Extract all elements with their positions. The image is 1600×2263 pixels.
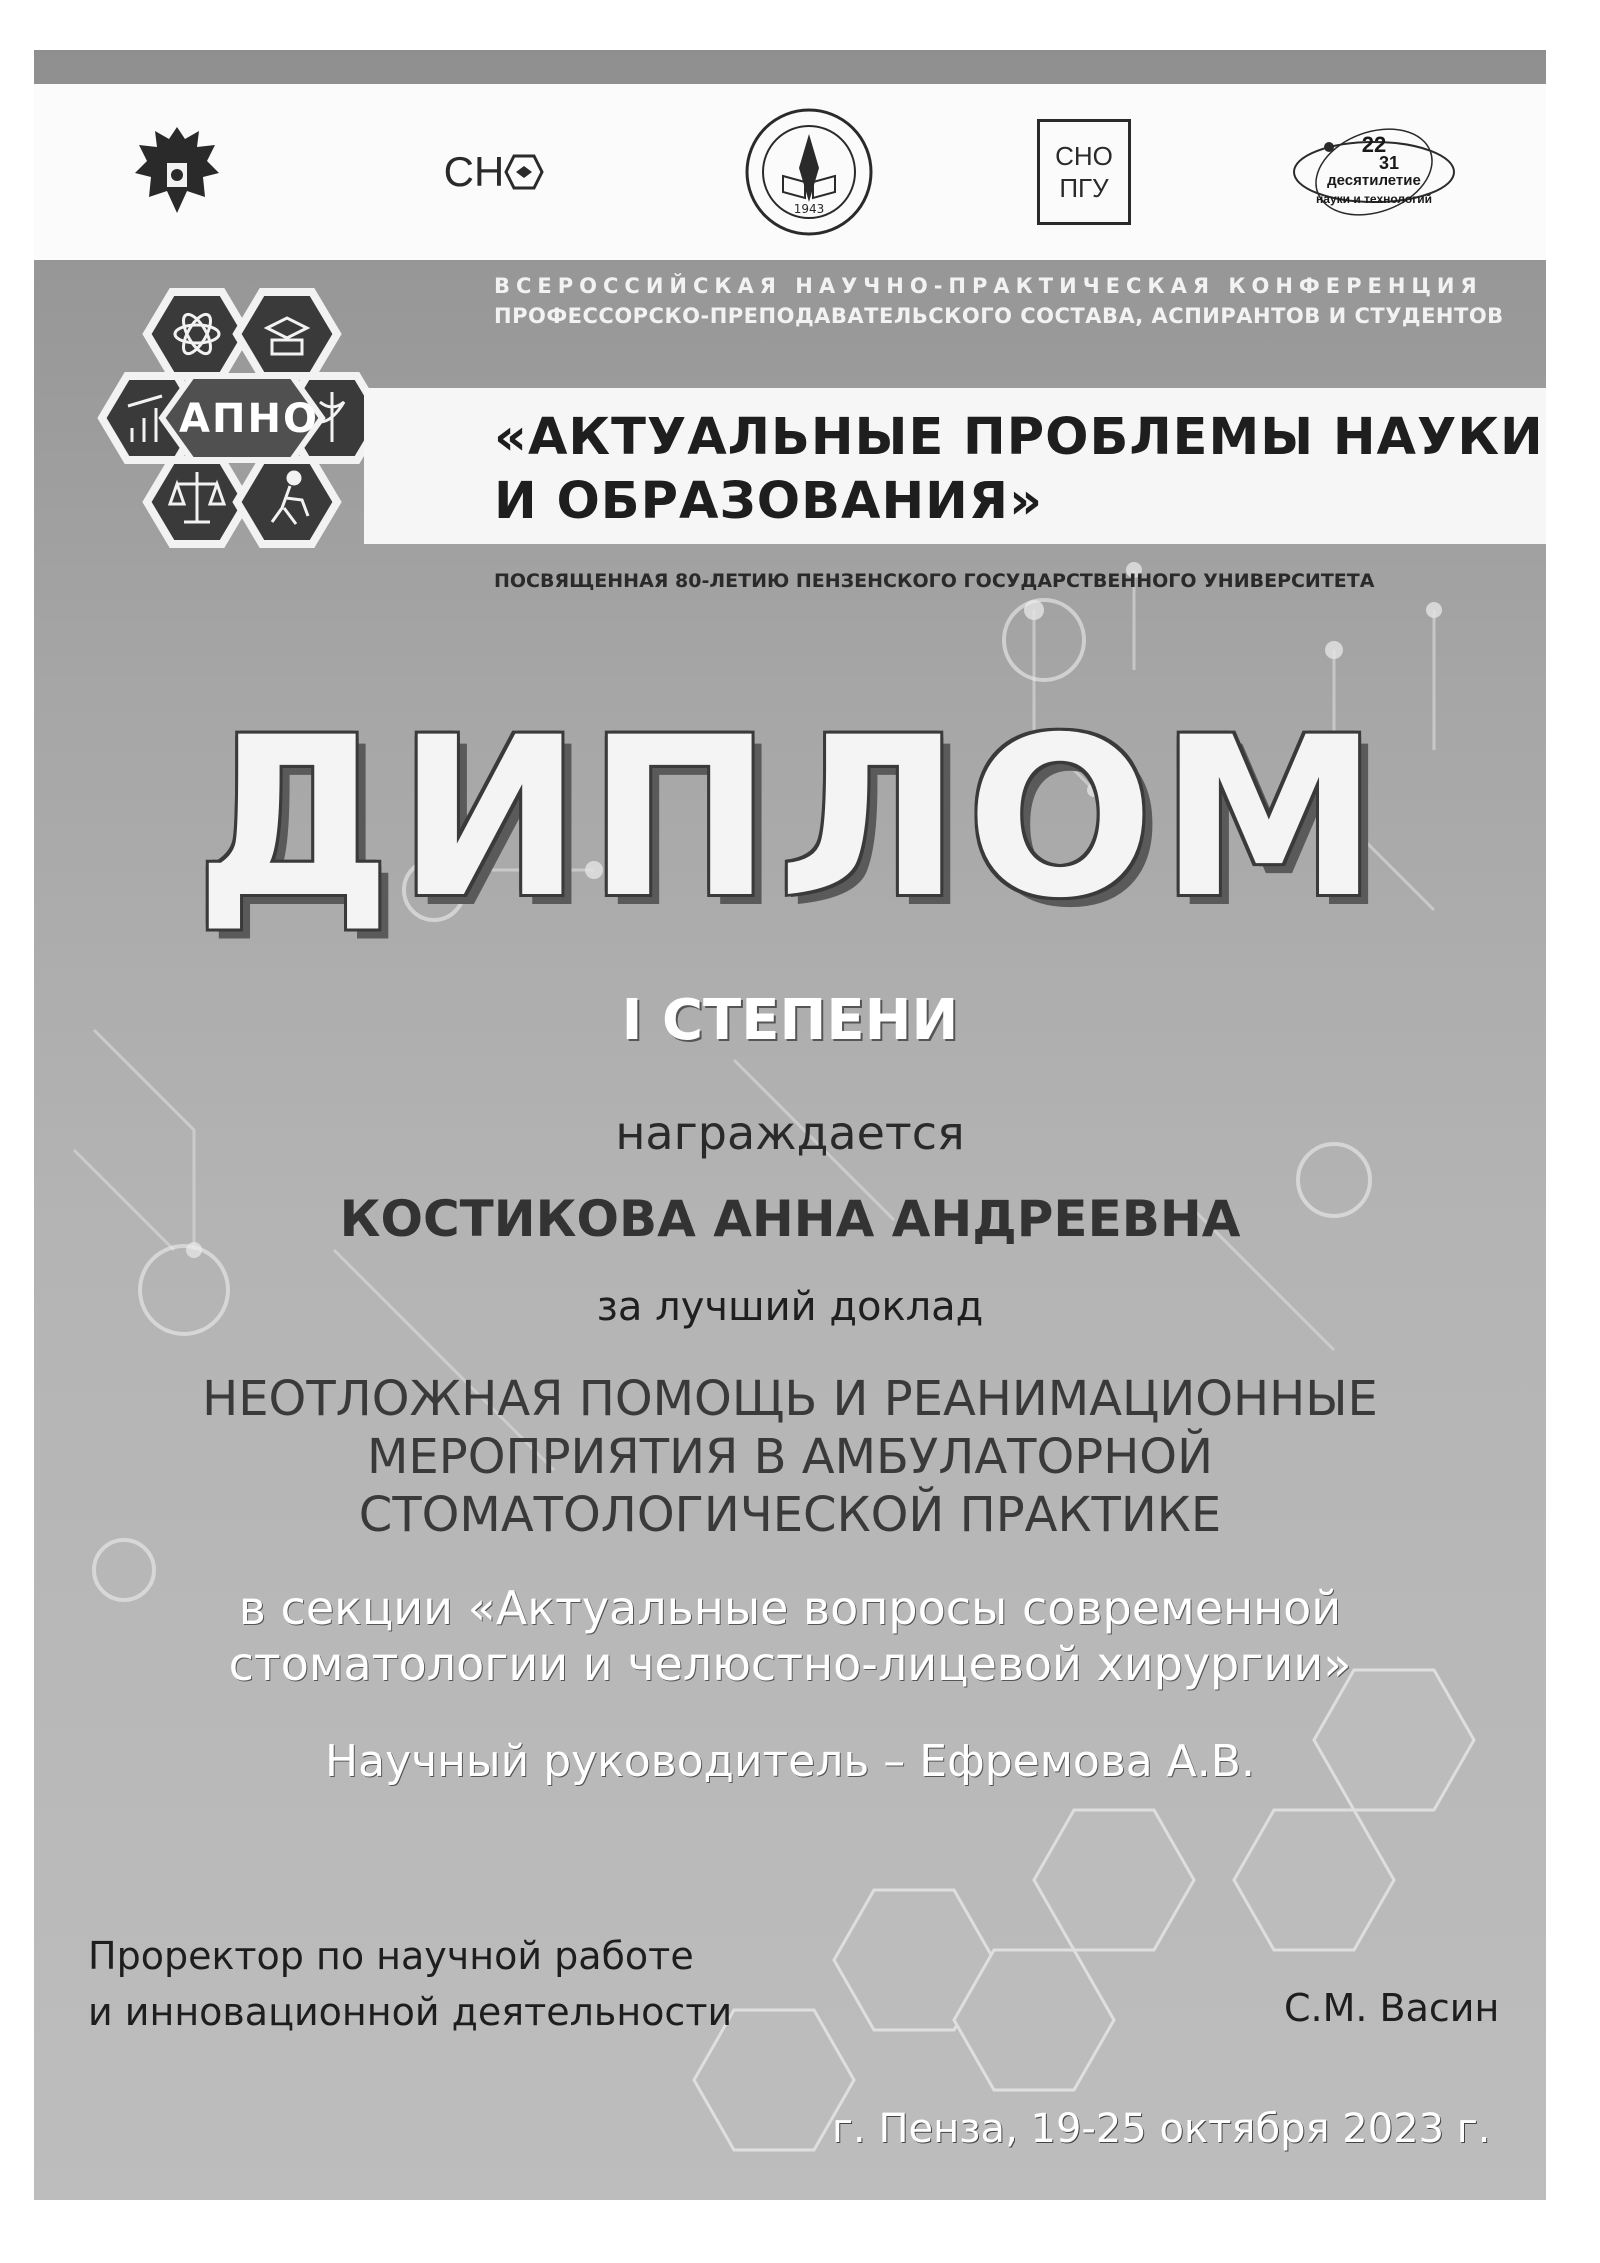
conference-title-line2: И ОБРАЗОВАНИЯ» (494, 472, 1044, 531)
apno-logo (62, 272, 402, 632)
decade-of-science-logo (1284, 84, 1464, 260)
signatory-position (88, 1928, 732, 2040)
section-name (34, 1580, 1546, 1692)
degree: I СТЕПЕНИ (621, 988, 959, 1053)
conference-title-line1: «АКТУАЛЬНЫЕ ПРОБЛЕМЫ НАУКИ (494, 408, 1544, 467)
section-line1: в секции «Актуальные вопросы современной (238, 1581, 1342, 1635)
decade-line1: десятилетие (1327, 172, 1421, 189)
report-title-line1: НЕОТЛОЖНАЯ ПОМОЩЬ И РЕАНИМАЦИОННЫЕ (202, 1371, 1378, 1427)
report-title-line2: МЕРОПРИЯТИЯ В АМБУЛАТОРНОЙ (367, 1429, 1213, 1485)
report-title (34, 1370, 1546, 1544)
sno-pgu-top: СНО (1055, 141, 1113, 171)
decade-num2: 31 (1378, 153, 1399, 173)
decade-line2: науки и технологий (1316, 192, 1432, 206)
signatory-position-line2: и инновационной деятельности (88, 1990, 733, 2034)
decade-num1: 22 (1361, 132, 1387, 157)
university-seal (734, 84, 884, 260)
signatory-position-line1: Проректор по научной работе (88, 1934, 694, 1978)
conference-line2: ПРОФЕССОРСКО-ПРЕПОДАВАТЕЛЬСКОГО СОСТАВА, АСПИРАНТОВ И СТУДЕНТОВ (494, 304, 1504, 328)
diploma-sheet (34, 50, 1546, 2200)
place-date: г. Пенза, 19-25 октября 2023 г. (832, 2106, 1491, 2152)
signatory-name: С.М. Васин (1284, 1986, 1500, 2030)
report-title-line3: СТОМАТОЛОГИЧЕСКОЙ ПРАКТИКЕ (358, 1487, 1222, 1543)
logo-band (34, 84, 1546, 260)
awarded-label: награждается (615, 1106, 965, 1160)
sno-pgu-bottom: ПГУ (1059, 173, 1109, 203)
section-line2: стоматологии и челюстно-лицевой хирургии» (228, 1637, 1352, 1691)
hexagon-icon (504, 152, 544, 192)
sno-logo (424, 84, 564, 260)
conference-title (494, 406, 1544, 534)
for-label: за лучший доклад (596, 1284, 984, 1330)
apno-text: АПНО (179, 396, 319, 442)
conference-dedication: ПОСВЯЩЕННАЯ 80-ЛЕТИЮ ПЕНЗЕНСКОГО ГОСУДАРСТВЕННОГО УНИВЕРСИТЕТА (494, 570, 1375, 592)
conference-line1: ВСЕРОССИЙСКАЯ НАУЧНО-ПРАКТИЧЕСКАЯ КОНФЕРЕНЦИЯ (494, 274, 1483, 298)
coat-of-arms-icon (122, 84, 232, 260)
diploma-heading: ДИПЛОМ (195, 690, 1385, 946)
sno-text: СН (443, 148, 505, 195)
sno-pgu-logo (1024, 84, 1144, 260)
supervisor: Научный руководитель – Ефремова А.В. (325, 1736, 1255, 1787)
seal-year: 1943 (793, 202, 825, 216)
recipient-name: КОСТИКОВА АННА АНДРЕЕВНА (339, 1190, 1241, 1248)
